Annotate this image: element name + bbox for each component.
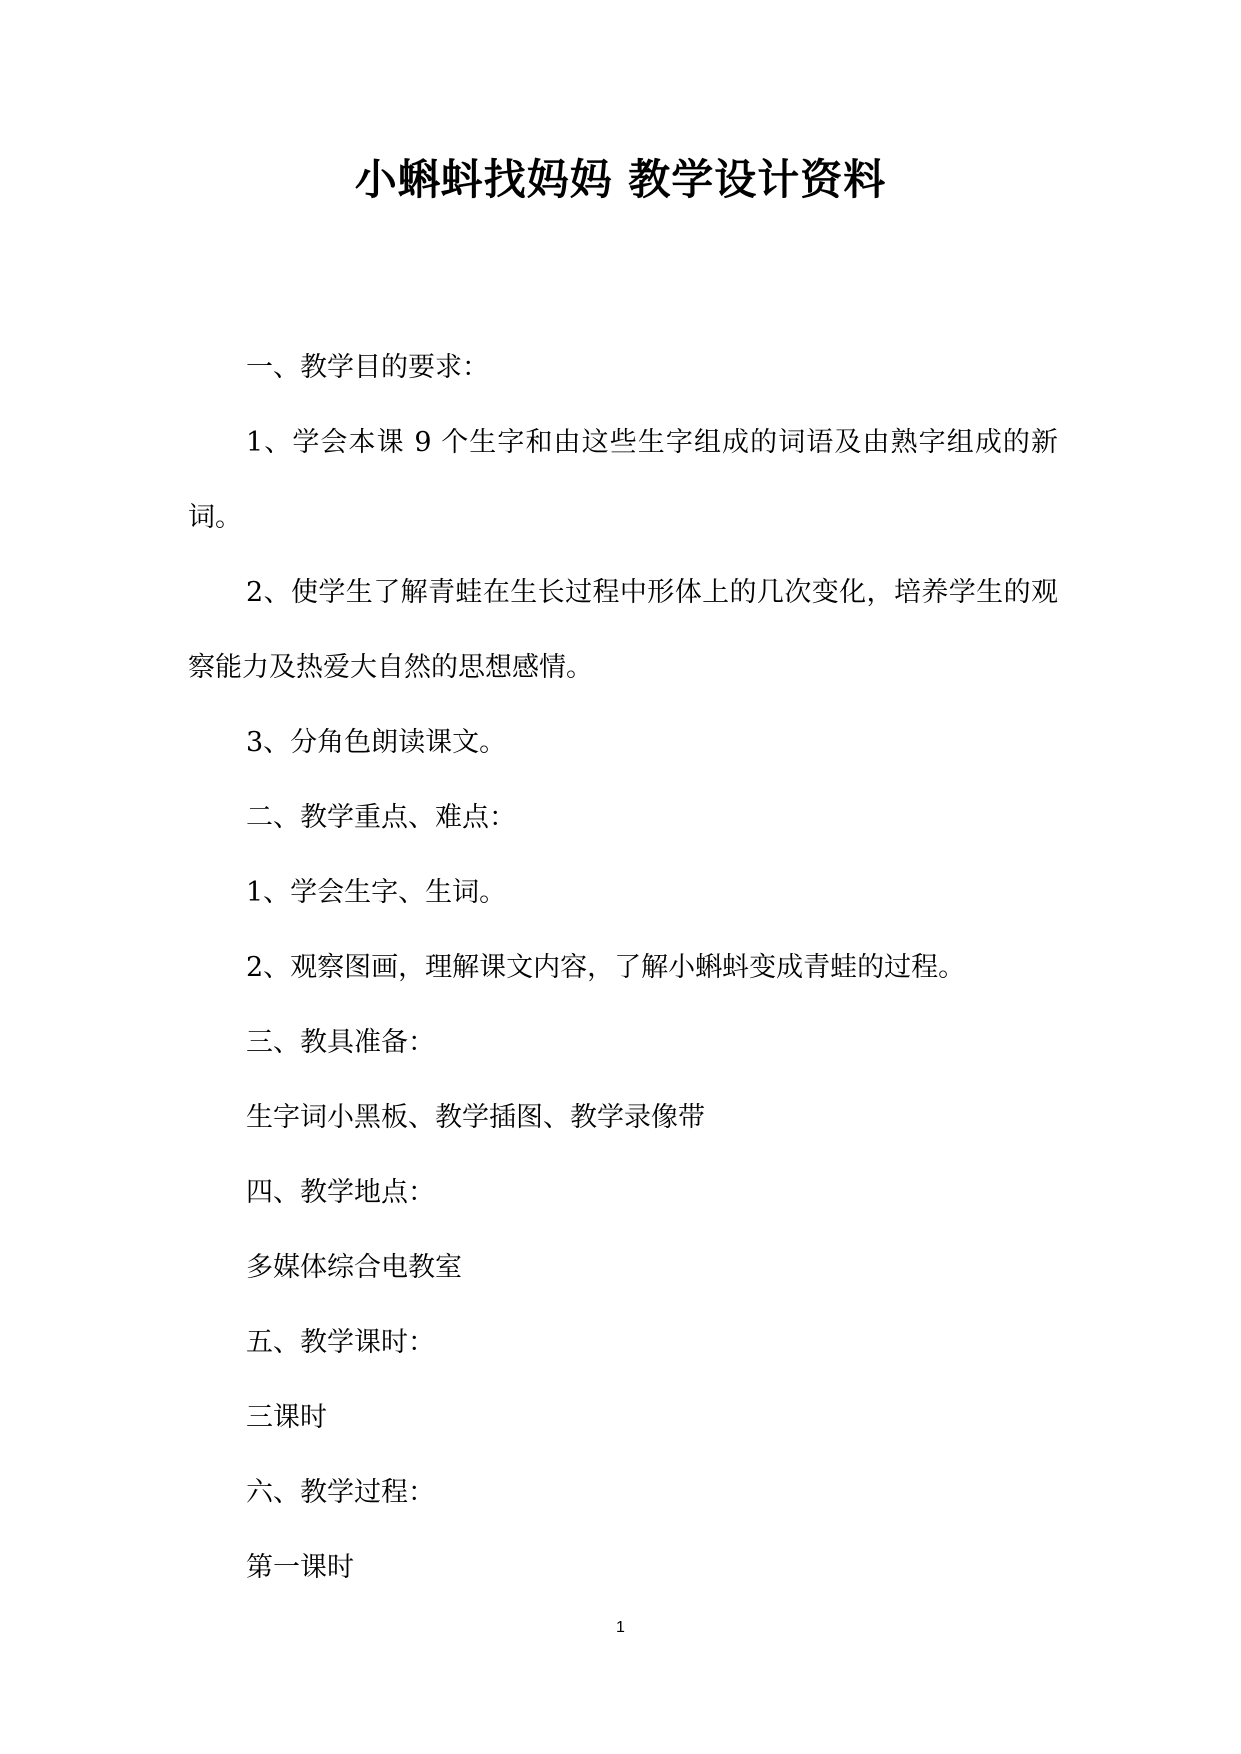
paragraph: 五、教学课时： xyxy=(246,1327,435,1358)
paragraph: 四、教学地点： xyxy=(246,1177,435,1208)
paragraph: 六、教学过程： xyxy=(246,1477,435,1508)
paragraph: 1、学会生字、生词。 xyxy=(246,877,507,908)
paragraph: 二、教学重点、难点： xyxy=(246,802,516,833)
paragraph: 多媒体综合电教室 xyxy=(246,1252,462,1283)
paragraph: 1、学会本课 9 个生字和由这些生字组成的词语及由熟字组成的新词。 xyxy=(188,427,1058,533)
paragraph: 2、使学生了解青蛙在生长过程中形体上的几次变化，培养学生的观察能力及热爱大自然的思想感情。 xyxy=(188,577,1058,683)
page-number: 1 xyxy=(616,1619,625,1636)
paragraph: 三、教具准备： xyxy=(246,1027,435,1058)
document-body xyxy=(188,330,1058,1605)
paragraph: 第一课时 xyxy=(246,1552,354,1583)
document-title: 小蝌蚪找妈妈 教学设计资料 xyxy=(354,155,887,204)
paragraph: 3、分角色朗读课文。 xyxy=(246,727,507,758)
paragraph: 2、观察图画，理解课文内容，了解小蝌蚪变成青蛙的过程。 xyxy=(246,952,966,983)
paragraph: 生字词小黑板、教学插图、教学录像带 xyxy=(246,1102,705,1133)
paragraph: 一、教学目的要求： xyxy=(246,352,489,383)
paragraph: 三课时 xyxy=(246,1402,327,1433)
